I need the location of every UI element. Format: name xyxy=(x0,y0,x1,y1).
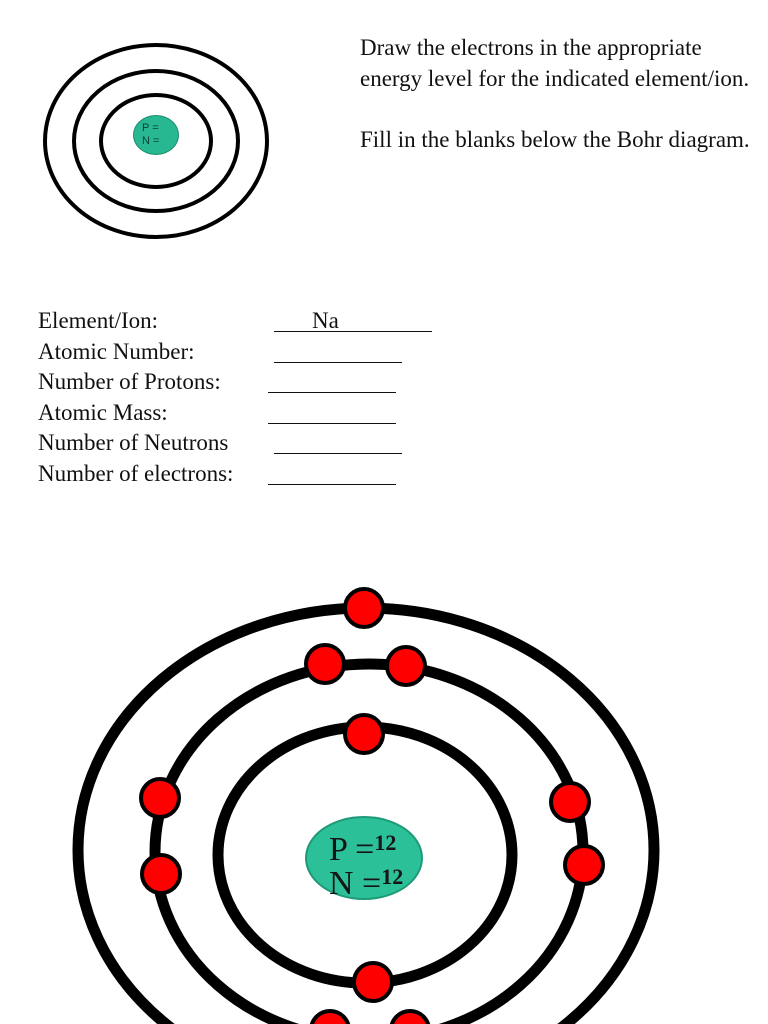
nucleus-neutrons-label: N = xyxy=(329,865,382,902)
large-bohr-diagram xyxy=(0,580,768,1024)
electron-1 xyxy=(345,589,383,627)
small-nucleus-protons: P = xyxy=(142,122,159,134)
nucleus-protons-label: P = xyxy=(329,831,375,868)
small-nucleus xyxy=(133,115,179,155)
label-atomic-mass: Atomic Mass: xyxy=(38,399,168,425)
electron-5 xyxy=(141,779,179,817)
nucleus-neutrons-line xyxy=(329,860,403,901)
nucleus-neutrons-value: 12 xyxy=(381,864,404,889)
electron-7 xyxy=(142,855,180,893)
instruction-draw: Draw the electrons in the appropriate energy level for the indicated element/ion. xyxy=(360,35,750,91)
large-nucleus xyxy=(305,816,423,900)
nucleus-protons-value: 12 xyxy=(374,830,397,855)
electron-11 xyxy=(391,1011,429,1024)
instructions xyxy=(360,32,750,185)
instruction-fill: Fill in the blanks below the Bohr diagram. xyxy=(360,127,750,152)
blank-electrons[interactable] xyxy=(268,459,396,485)
electron-8 xyxy=(565,846,603,884)
blank-atomic-mass[interactable] xyxy=(268,398,396,424)
label-element: Element/Ion: xyxy=(38,308,159,333)
blank-neutrons[interactable] xyxy=(274,428,402,454)
blank-element[interactable] xyxy=(274,306,432,332)
label-electrons: Number of electrons: xyxy=(38,460,234,486)
electron-2 xyxy=(306,645,344,683)
label-protons: Number of Protons: xyxy=(38,369,221,394)
value-element: Na xyxy=(312,308,339,333)
electron-10 xyxy=(311,1011,349,1024)
small-nucleus-neutrons: N = xyxy=(142,135,160,147)
blank-protons[interactable] xyxy=(268,367,396,393)
electron-6 xyxy=(551,783,589,821)
electron-4 xyxy=(345,715,383,753)
blank-atomic-number[interactable] xyxy=(274,337,402,363)
label-neutrons: Number of Neutrons xyxy=(38,430,229,455)
electron-3 xyxy=(387,647,425,685)
electron-9 xyxy=(354,963,392,1001)
label-atomic-number: Atomic Number: xyxy=(38,338,195,364)
